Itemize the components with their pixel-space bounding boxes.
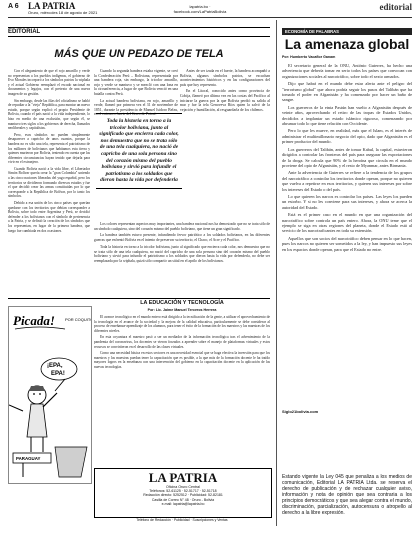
- ad-contact-line: Teléfonos: 52-61125 · 52-51717 · 52-51718: [149, 489, 217, 493]
- education-paragraph: En esta coyuntura el maestro pasó a ser un mediador de la información tecnológica tras el advenimiento de la pandemia del coronavirus, los docentes se vieron forzados a aprender sobre el manejo de plataformas virtuales y estos recursos se convirtieron en el desarrollo de las clases virtuales.: [94, 335, 270, 349]
- ad-contact-lines: [95, 489, 271, 506]
- education-title: LA EDUCACIÓN Y TECNOLOGÍA: [140, 300, 224, 306]
- header-rule: [8, 17, 412, 18]
- editorial-col-3: [180, 69, 270, 114]
- editorial-paragraph: Los colores representan aspectos muy importantes, una bandera nacional nos ha demostrado que no se trata sólo de un símbolo cualquiera, sino del corazón mismo del pueblo boliviano, que tiene un gran significado.: [94, 222, 270, 231]
- ad-footer: Teléfono de Redacción · Publicidad · Suscripciones y Ventas: [136, 518, 228, 522]
- legal-notice: Estando vigente la Ley 045 que penaliza a los medios de comunicación, Editorial LA PATRIA Ltda. se reserva el derecho de publicación y de rechazar cualquier aviso, información y nota de opinión que sea contraria a los principios democráticos y que sea alegar contra el mundo, discriminación, parcialización, autocensura o atropello al derecho a la libre expresión.: [282, 474, 412, 516]
- section-divider: [8, 298, 270, 299]
- right-kicker: ECONOMÍA DE PALABRAS: [282, 28, 412, 35]
- right-paragraph: El secretario general de la ONU, António Guterres, ha hecho una advertencia que debería tomar en serio todos los países que convocan con organizaciones sociales al narcotráfico, sobre todo el sexto armados.: [282, 63, 412, 79]
- right-paragraph: Los guerreros del Talibán, antes de tomar Kabul, la capital, estuvieron dirigidos a controlar las fronteras del país para asegurar las exportaciones de la droga. Se calcula que 90% de la heroína que circula en el mundo proviene del opio de Afganistán, y el resto de Myanmar, antes Birmania.: [282, 146, 412, 168]
- right-paragraph: Pero lo que les mueve, en realidad, más que el Islam, es el interés de administrar el multimillonario negocio del opio, dado que Afganistán es el primer productor del mundo.: [282, 128, 412, 145]
- right-paragraph: Ante la advertencia de Guterres se refiere a la tendencia de los grupos del narcotráfico a controlar los territorios donde operan, porque no quieren que vuelva a repetirse en esos territorios, y quieren sus intereses por sobre los intereses del Estado o del país.: [282, 170, 412, 192]
- editorial-paragraph: Cuando Bolivia nació a la vida libre, el Libertador Simón Bolívar quería crear la "gran Colombia" uniendo a las cinco naciones liberadas del yugo español, pero los territorios se dividieron formando diversos estados y fue el que decidió crear las armas constituidas por lo que corresponde a la República de Bolívar, por lo tanto los símbolos.: [8, 166, 90, 199]
- page-number: A 6: [8, 3, 19, 10]
- education-body: [94, 315, 270, 372]
- right-paragraph: Está es el primer caso en el mundo en que una organización del narcotráfico sobre controla un país entero. Ahora, la ONU teme que el ejemplo se siga en otras regiones del planeta, donde el Estado está al servicio de los narcotraficantes en toda su extensión.: [282, 212, 412, 234]
- cartoon-credit: POR COQUITO: [65, 317, 91, 322]
- education-paragraph: Como una necesidad básica en estos sectores es una necesidad esencial que se haga efectiva la inversión para que los maestros y las maestras puedan tener la capacitación que es posible, a la que más de la formación docente le ha traído mayores logros en la enseñanza con una intervención del gobierno en la capacitación docente en la aplicación de las nuevas tecnologías.: [94, 351, 270, 369]
- masthead-date: Oruro, miércoles 18 de agosto de 2021: [28, 10, 98, 15]
- section-name: editorial: [379, 2, 412, 12]
- column-rule: [276, 20, 277, 526]
- ad-contact-line: e-mail: lapatria@lapatria.bo: [161, 501, 205, 506]
- education-author: Por: Lic. Jaime Manuel Terceros Herrera: [147, 308, 217, 312]
- editorial-paragraph: La bandera también estuvo presente, infundiendo fervor patriótico a los soldados bolivianos, en las diferentes guerras que enfrentó Bolivia en el intento de preservar su territorio, el Chaco, el Acre y el Pacífico.: [94, 233, 270, 243]
- editorial-col-2: [94, 69, 178, 119]
- contact-ad: [94, 468, 272, 518]
- cartoon: [8, 306, 92, 484]
- editorial-label: EDITORIAL: [8, 27, 270, 37]
- right-paragraph: Dijo que habrá en el mundo debe estar alerta ante el peligro del "terrorismo global" que ahora podría seguir los pasos del Talibán que ha tomado el poder en Afganistán y ha comenzado por hacer un baño de sangre.: [282, 81, 412, 103]
- editorial-col-2b: [94, 222, 270, 266]
- cartoon-ground: [55, 447, 87, 477]
- right-footer: Siglo21bolivia.com: [282, 409, 319, 414]
- editorial-title: MÁS QUE UN PEDAZO DE TELA: [54, 48, 224, 60]
- ad-brand: LA PATRIA: [148, 470, 218, 485]
- editorial-paragraph: La actual bandera boliviana, en rojo, amarillo y verde, flameó por primera vez el 31 de noviembre de 1851, durante la presidencia de Manuel Isidoro Belzu, en el entonces fuerte del Cerro de Potosí.: [94, 98, 178, 117]
- editorial-paragraph: En el Litoral, conocido antes como provincia de Cobija, flameó por última vez en las costas del Pacífico al iniciarse la guerra por la que Bolivia perdió su salida al mar y fue la tela Genoveva Ríos quien la salvó de la vejación y humillación, al resguardarla de los chilenos.: [180, 89, 270, 112]
- right-body: [282, 63, 412, 254]
- shout-2: EPA!: [51, 371, 65, 377]
- masthead-brand: LA PATRIA: [28, 1, 76, 11]
- cartoon-logo: Picada!: [13, 313, 55, 328]
- right-paragraph: Los guerreros de la etnia Pastún han vuelto a Afganistán después de veinte años, aprovechando el retiro de las tropas de Estados Unidos, decididos a implantar un estado islámico riguroso, comenzando por abrumar todo lo que tiene relación con Occidente.: [282, 104, 412, 127]
- paraguay-sign-text: PARAGUAY: [16, 456, 41, 461]
- editorial-paragraph: Cuando la segunda bandera estaba vigente, se creó la Confederación Perú – Boliviana, representada por una bandera roja, sin embargo, la tricolor amarillo, rojo y verde se mantuvo y se mezcló con una lona en la circunferencia, a lugar de que Bolivia venció en una batalla contra Perú.: [94, 69, 178, 96]
- editorial-paragraph: Con el alegamiento de que el rojo amarillo y verde no representan a los pueblos indígenas, el gobierno de Evo Morales incorporó a los símbolos patrios la wiphala y el actual Gobierno reemplazó el escudo nacional en documentos y legajos, con el pretexto de una nueva imagen de su gestión.: [8, 69, 90, 96]
- education-paragraph: El avance tecnológico en el mundo entero está dirigido a la tecnificación de la gente, a utilizar el aprovechamiento de la tecnología en el avance de la sociedad y la mejora de la calidad educativa, particularmente se debe considerar al proceso de enseñanza-aprendizaje de los alumnos, para tener el éxito de la formación de los maestros y las maestras de los diferentes niveles.: [94, 315, 270, 333]
- right-author: Por: Humberto Vacaflor Ganam: [282, 55, 336, 59]
- right-title: La amenaza global: [284, 36, 410, 52]
- ad-tagline: Oficina Oruro Central: [166, 485, 200, 489]
- editorial-paragraph: Pero, esos símbolos no pueden simplemente desaparecer a capricho de unos cuantos, porque la bandera no es sólo una tela, representa el patriotismo de los millones de bolivianos que habitamos esta tierra y quienes murieron por Bolivia, teniendo en cuenta que las diferentes circunstancias hayan tenido que dejarla para vivir en el extranjero.: [8, 132, 90, 165]
- ad-contact-line: Redacción directo: 5252512 · Publicidad: 52-82181: [143, 493, 223, 498]
- cartoon-figure: [9, 379, 65, 452]
- cartoon-illustration: [9, 307, 91, 483]
- editorial-paragraph: Antes de ser izada en el fuerte, la bandera acompañó a Bolivia, algunos símbolos patrios, se escuchan acontecimientos históricos y en las configuraciones del país que hoy representa.: [180, 69, 270, 87]
- ad-contact-line: Casilla de Correo N° 48 · Oruro - Bolivia: [151, 497, 215, 502]
- masthead-site[interactable]: lapatria.bo · facebook.com/LaPatriaBolivia: [173, 4, 227, 14]
- right-paragraph: Aquellos que son socios del narcotráfico deben pensar en lo que hacen, pues los narcos no quieren ser sometidos a la ley, y han impuesto sus leyes en los espacios donde operan, para que el Estado no entre.: [282, 235, 412, 252]
- editorial-paragraph: Debido a esa unión de los cinco países que querían quedarse con los territorios que debían corresponder a Bolivia, sobre todo entre Argentina y Perú, se decidió defender a los bolivianos con el símbolo de pertenencia a la Patria, y se definió la creación de los símbolos que los representan, en lugar de la primera bandera, que luego fue cambiada en dos ocasiones.: [8, 201, 90, 233]
- shout-1: ¡EPA,: [47, 363, 63, 369]
- editorial-col-1: [8, 69, 90, 235]
- pull-quote: Toda la historia en torno a la tricolor boliviana, junto al significado que encierra cada color, nos demuestra que no se trata sólo de una tela cualquiera, no nació de capricho de una sola persona sino del corazón mismo del pueblo boliviano y sirvió para infundir el patriotismo a los soldados que dieron hasta la vida por defenderla: [96, 113, 182, 189]
- editorial-paragraph: Sin embargo, desde las filas del oficialismo se habló de repudiar a la "vieja" República, para montar un nuevo estado, porque según explicó el propio Presidente de Bolivia, cuando el país nació a la vida independiente, lo hizo en medio de una exclusión, que según él, se mantuvo tres siglos a los gobiernos de derecha, llamados neoliberales y capitalistas.: [8, 98, 90, 131]
- editorial-paragraph: Toda la historia en torno a la tricolor boliviana, junto al significado que encierra cada color, nos demuestra que no se trata sólo de una tela cualquiera, no nació del capricho de una sola persona sino del corazón mismo del pueblo boliviano y sirvió para infundir el patriotismo a los soldados que dieron hasta la vida por defenderla, no debe ser reemplazada por la wiphala, quizá sólo compartir un sitial en el aprilo de los bolivianos.: [94, 244, 270, 263]
- right-paragraph: Lo que quieren los narcos es controlar los países. Las leyes los pueden un estorbo. Y si no les conviene para sus intereses, y ahora se acerca la autoridad del Estado.: [282, 193, 412, 210]
- paraguay-sign: [13, 453, 51, 477]
